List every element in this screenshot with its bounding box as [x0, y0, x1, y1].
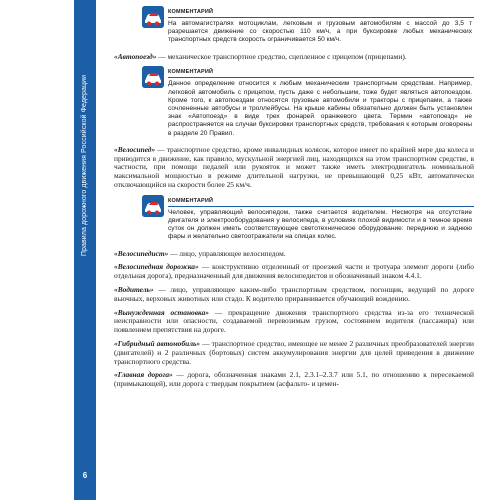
definition [114, 371, 474, 389]
definition-term: «Велосипедист» [114, 248, 169, 258]
definition [114, 146, 474, 190]
comment-icon [142, 66, 164, 88]
left-margin [0, 0, 96, 500]
definition-text: — транспортное средство, кроме инвалидных колясок, которое имеет по крайней мере два колеса и приводится в движение, как правило, мускульной энергией лиц, находящихся на этом транспортном средстве, в частности, при помощи педалей или рукояток и может также иметь электродвигатель номинальной максимальной мощностью в режиме длительной нагрузки, не превышающей 0,25 кВт, автоматически отключающийся на скорости более 25 км/ч. [114, 144, 474, 190]
definition [114, 263, 474, 281]
definition-term: «Автопоезд» [114, 51, 157, 61]
definition-text: — дорога, обозначенная знаками 2.1, 2.3.1–2.3.7 или 5.1, по отношению к пересекаемой (примыкающей), или дорога с твердым покрытием (асфальто- и цемен- [114, 370, 474, 389]
page-number: 6 [82, 471, 88, 480]
definition-term: «Вынужденная остановка» [114, 307, 210, 317]
definition [114, 53, 474, 62]
main-content [114, 6, 474, 394]
comment-box [142, 195, 474, 242]
definition [114, 309, 474, 335]
definition-term: «Водитель» [114, 285, 154, 295]
definition-text: — прекращение движения транспортного средства из-за его технической неисправности или опасности, создаваемой перевозимым грузом, состоянием водителя (пассажира) или появлением препятствия на дороге. [114, 307, 474, 335]
comment-text: Данное определение относится к любым механическим транспортным средствам. Например, легковой автомобиль с прицепом, пусть даже с небольшим, тоже будет являться автопоездом. Кроме того, к автопоездам относятся грузовые автомобили и тракторы с прицепами, а также сочлененные автобусы и троллейбусы. На крыше кабины обязательно должен быть установлен знак «Автопоезд» в виде трех фонарей оранжевого цвета. Термин «автопоезд» не распространяется на случаи буксировки транспортных средств, требования к которым оговорены в разделе 20 Правил. [168, 80, 472, 137]
definition [114, 286, 474, 304]
definition-term: «Велосипед» [114, 144, 156, 154]
comment-icon [142, 195, 164, 217]
comment-label: КОММЕНТАРИЙ [168, 195, 474, 207]
definition-term: «Гибридный автомобиль» [114, 339, 201, 348]
definition-text: — механическое транспортное средство, сцепленное с прицепом (прицепами). [156, 51, 407, 61]
sidebar-title-wrap [74, 0, 96, 330]
definition [114, 340, 474, 366]
definition-text: — лицо, управляющее каким-либо транспортным средством, погонщик, ведущий по дороге вьючных, верховых животных или стадо. К водителю приравнивается обучающий вождению. [114, 285, 474, 303]
car-comment-icon [142, 66, 164, 88]
car-comment-icon [142, 195, 164, 217]
comment-box [142, 6, 474, 45]
definition-text: — транспортное средство, имеющее не менее 2 различных преобразователей энергии (двигателей) и 2 различных (бортовых) систем аккумулирования энергии для целей приведения в движение транспортного средства. [114, 339, 474, 366]
definition-text: — лицо, управляющее велосипедом. [168, 248, 286, 258]
definition-term: «Велосипедная дорожка» [114, 262, 199, 272]
definition-text: — конструктивно отделенный от проезжей части и тротуара элемент дороги (либо отдельная дорога), предназначенный для движения велосипедистов и обозначенный знаком 4.4.1. [114, 262, 474, 281]
comment-box [142, 66, 474, 137]
definition [114, 250, 474, 259]
comment-label: КОММЕНТАРИЙ [168, 66, 474, 78]
comment-icon [142, 6, 164, 28]
comment-text: Человек, управляющий велосипедом, также считается водителем. Несмотря на отсутствие двигателя и электрооборудования у велосипеда, в условиях плохой видимости и в темное время суток он должен иметь соответствующее светотехническое оборудование: переднюю и заднюю фары и желательно светоотражатели на спицах колес. [168, 208, 472, 241]
car-comment-icon [142, 6, 164, 28]
definition-term: «Главная дорога» [114, 370, 173, 380]
sidebar-title: Правила дорожного движения Российской Федерации [81, 74, 89, 256]
comment-text: На автомагистралях мотоциклам, легковым и грузовым автомобилям с массой до 3,5 т разрешается движение со скоростью 110 км/ч, а при буксировке любых механических транспортных средств скорость ограничивается 50 км/ч. [168, 20, 472, 44]
comment-label: КОММЕНТАРИЙ [168, 6, 474, 18]
